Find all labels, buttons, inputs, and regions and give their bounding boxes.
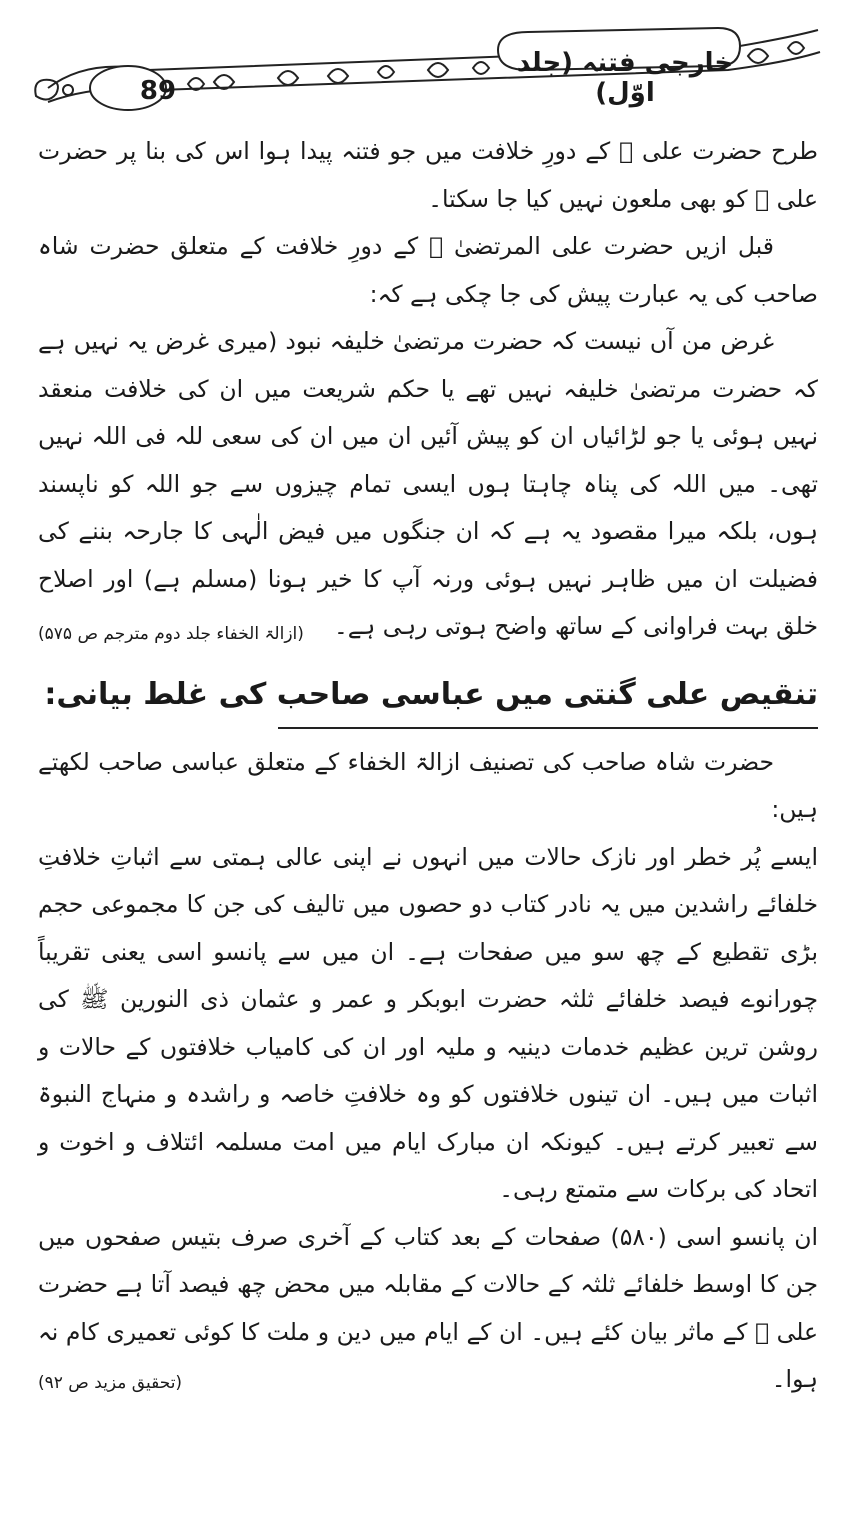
book-title: خارجی فتنہ (جلد اوّل) (516, 48, 734, 108)
paragraph-4: حضرت شاہ صاحب کی تصنیف ازالۃ الخفاء کے متعلق عباسی صاحب لکھتے ہیں: (38, 747, 818, 823)
quoted-passage: غرض من آں نیست کہ حضرت مرتضیٰ خلیفہ نبود (میری غرض یہ نہیں ہے کہ حضرت مرتضیٰ خلیفہ نہیں تھے یا حکم شریعت میں ان کی خلافت منعقد نہیں ہوئی یا جو لڑائیاں ان کو پیش آئیں ان میں ان کی سعی للہ فی اللہ نہیں تھی۔ میں اللہ کی پناہ چاہتا ہوں ایسی تمام چیزوں سے جو اللہ کو ناپسند ہوں، بلکہ میرا مقصود یہ ہے کہ ان جنگوں میں فیض الٰہی کا جارحہ بننے کی فضیلت ان میں ظاہر نہیں ہوئی ورنہ آپ کا خیر ہونا (مسلم ہے) اور اصلاح خلق بہت فراوانی کے ساتھ واضح ہوتی رہی ہے۔ (38, 327, 818, 640)
page-body (38, 128, 818, 1396)
page-header (28, 18, 828, 118)
paragraph-1: طرح حضرت علی ﷜ کے دورِ خلافت میں جو فتنہ پیدا ہوا اس کی بنا پر حضرت علی ﷜ کو بھی ملعون نہیں کیا جا سکتا۔ (38, 137, 818, 213)
section-heading: تنقیص علی گنتی میں عباسی صاحب کی غلط بیانی: (44, 676, 818, 712)
source-reference: (تحقیق مزید ص ۹۲) (38, 1372, 183, 1393)
heading-underline (278, 727, 818, 729)
paragraph-5: ایسے پُر خطر اور نازک حالات میں انہوں نے اپنی عالی ہمتی سے اثباتِ خلافتِ خلفائے راشدین میں یہ نادر کتاب دو حصوں میں تالیف کی جن کا مجموعی حجم بڑی تقطیع کے چھ سو میں صفحات ہے۔ ان میں سے پانسو اسی یعنی تقریباً چورانوے فیصد خلفائے ثلثہ حضرت ابوبکر و عمر و عثمان ذی النورین ﷺ کی روشن ترین عظیم خدمات دینیہ و ملیہ اور ان کی کامیاب خلافتوں کے حالات و اثبات میں ہیں۔ ان تینوں خلافتوں کو وہ خلافتِ خاصہ و راشدہ و منہاج النبوۃ سے تعبیر کرتے ہیں۔ کیونکہ ان مبارک ایام میں امت مسلمہ ائتلاف و اخوت و اتحاد کی برکات سے متمتع رہی۔ (38, 842, 818, 1203)
paragraph-6: ان پانسو اسی (۵۸۰) صفحات کے بعد کتاب کے آخری صرف بتیس صفحوں میں جن کا اوسط خلفائے ثلثہ کے حالات کے مقابلہ میں محض چھ فیصد آتا ہے حضرت علی ﷜ کے ماثر بیان کئے ہیں۔ ان کے ایام میں دین و ملت کا کوئی تعمیری کام نہ ہوا۔ (38, 1222, 818, 1393)
quote-citation: (ازالۃ الخفاء جلد دوم مترجم ص ۵۷۵) (38, 623, 304, 644)
paragraph-2: قبل ازیں حضرت علی المرتضیٰ ﷜ کے دورِ خلافت کے متعلق حضرت شاہ صاحب کی یہ عبارت پیش کی جا چکی ہے کہ: (38, 232, 818, 308)
page-number: 89 (139, 76, 177, 106)
